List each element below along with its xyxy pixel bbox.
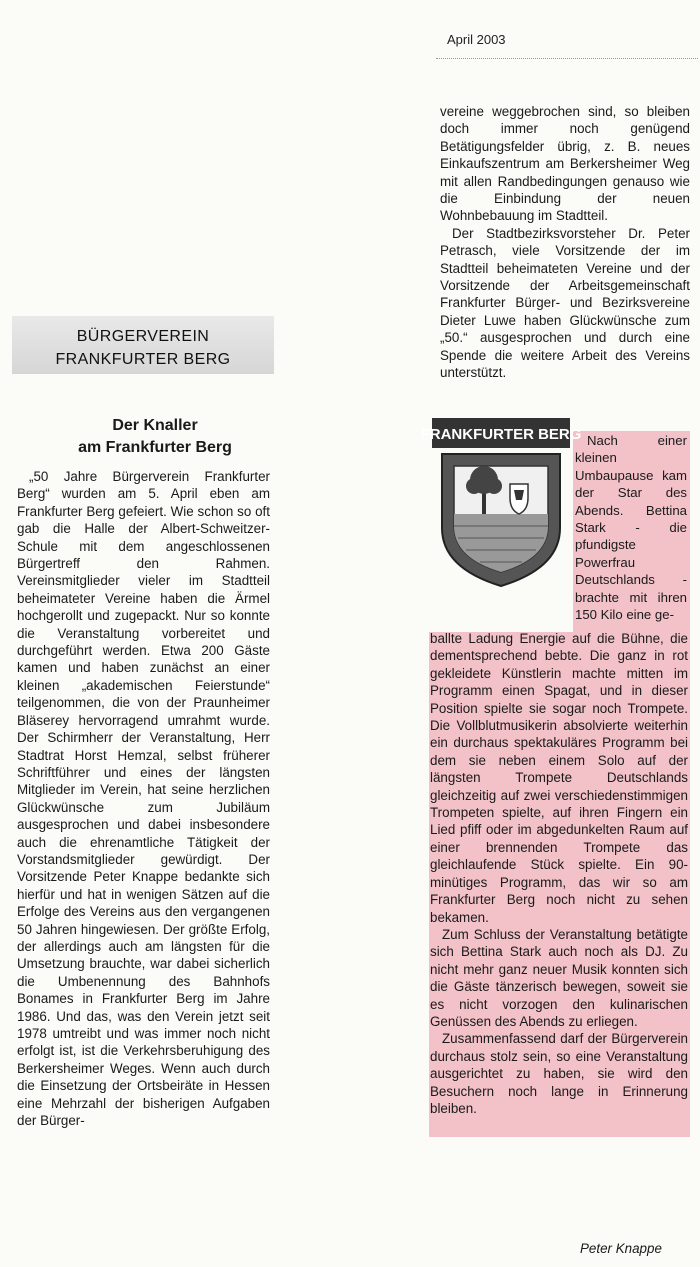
paragraph-summary: Zusammenfassend darf der Bürgerverein durchaus stolz sein, so eine Veranstaltung ausgerichtet zu haben, sie wird den Besuchern noch lange in Erinnerung bleiben. xyxy=(430,1031,688,1116)
coat-of-arms-logo xyxy=(420,418,582,588)
club-name-line1: BÜRGERVEREIN xyxy=(76,328,210,345)
article-title-line1: Der Knaller xyxy=(112,417,198,434)
header-divider xyxy=(436,58,698,59)
issue-date: April 2003 xyxy=(447,32,506,47)
article-title xyxy=(30,415,280,459)
article-column-left xyxy=(17,468,270,1129)
club-name-box xyxy=(12,316,274,374)
paragraph-star: Nach einer kleinen Umbaupause kam der Star des Abends. Bettina Stark - die pfundigste Powerfrau Deutschlands - brachte mit ihren 150 Kilo eine ge- xyxy=(575,433,687,623)
article-column-right-top xyxy=(440,103,690,382)
club-name-line2: FRANKFURTER BERG xyxy=(55,351,231,368)
logo-text: FRANKFURTER BERG xyxy=(420,426,582,443)
article-title-line2: am Frankfurter Berg xyxy=(78,439,232,456)
paragraph-performance: ballte Ladung Energie auf die Bühne, die dementsprechend bebte. Die ganz in rot gekleidete Künstlerin machte mitten im Programm einen Spagat, und in dieser Position spielte sie sogar noch Trompete. Die Vollblutmusikerin absolvierte weiterhin ein durchaus spektakuläres Programm bei dem sie neben einem Solo auf der längsten Trompete Deutschlands gleichzeitig auf zwei verschiedenstimmigen Trompeten spielte, auf ihren Fingern ein Lied pfiff oder im abgedunkelten Raum auf einer brennenden Trompete das gleichlaufende Stück spielte. Ein 90-minütiges Programm, das wir so am Frankfurter Berg noch nicht zu sehen bekamen. xyxy=(430,631,688,925)
author-signature: Peter Knappe xyxy=(580,1241,662,1256)
article-column-beside-logo xyxy=(575,432,687,623)
paragraph-intro: „50 Jahre Bürgerverein Frankfurter Berg“ wurden am 5. April eben am Frankfurter Berg gefeiert. Wie schon so oft gab die Halle der Albert-Schweitzer-Schule mit dem angeschlossenen Bürgertreff den Rahmen. Vereinsmitglieder vieler im Stadtteil beheimateter Vereine haben die Ärmel hochgerollt und zugepackt. Nur so konnte die Veranstaltung vorbereitet und durchgeführt werden. Etwa 200 Gäste kamen und haben zunächst an einer kleinen „akademischen Feierstunde“ teilgenommen, die von der Praunheimer Bläserey hervorragend umrahmt wurde. Der Schirmherr der Veranstaltung, Herr Stadtrat Horst Hemzal, selbst früherer Schriftführer und eines der längsten Mitglieder im Verein, hat seine herzlichen Glückwünsche zum Jubiläum ausgesprochen und dabei insbesondere auch die ehrenamtliche Tätigkeit der Vorstandsmitglieder gewürdigt. Der Vorsitzende Peter Knappe bedankte sich hierfür und hat in wenigen Sätzen auf die Erfolge des Vereins aus den vergangenen 50 Jahren hingewiesen. Der größte Erfolg, der allerdings auch am längsten für die Umsetzung brauchte, war dabei sicherlich die Umbenennung des Bahnhofs Bonames in Frankfurter Berg im Jahre 1986. Und das, was den Verein jetzt seit 1978 umtreibt und was immer noch nicht erfolgt ist, ist die Verkehrsberuhigung des Berkersheimer Weges. Wenn auch durch die Einsetzung der Ortsbeiräte in Hessen eine Mehrzahl der bisherigen Aufgaben der Bürger- xyxy=(17,469,270,1129)
paragraph-dj: Zum Schluss der Veranstaltung betätigte sich Bettina Stark auch noch als DJ. Zu nicht mehr ganz neuer Musik konnten sich die Gäste tänzerisch bewegen, soweit sie es nicht vorzogen den kulinarischen Genüssen des Abends zu erliegen. xyxy=(430,926,688,1029)
paragraph-greetings: Der Stadtbezirksvorsteher Dr. Peter Petrasch, viele Vorsitzende der im Stadtteil beheimateten Vereine und der Vorsitzende der Arbeitsgemeinschaft Frankfurter Bürger- und Bezirksvereine Dieter Luwe haben Glückwünsche zum „50.“ ausgesprochen und durch eine Spende die weitere Arbeit des Vereins unterstützt. xyxy=(440,225,690,381)
paragraph-continued: vereine weggebrochen sind, so bleiben doch immer noch genügend Betätigungsfelder übrig, z. B. neues Einkaufszentrum am Berkersheimer Weg mit allen Randbedingungen genauso wie die Einbindung der neuen Wohnbebauung im Stadtteil. xyxy=(440,104,690,224)
article-column-right-bottom xyxy=(430,630,688,1117)
